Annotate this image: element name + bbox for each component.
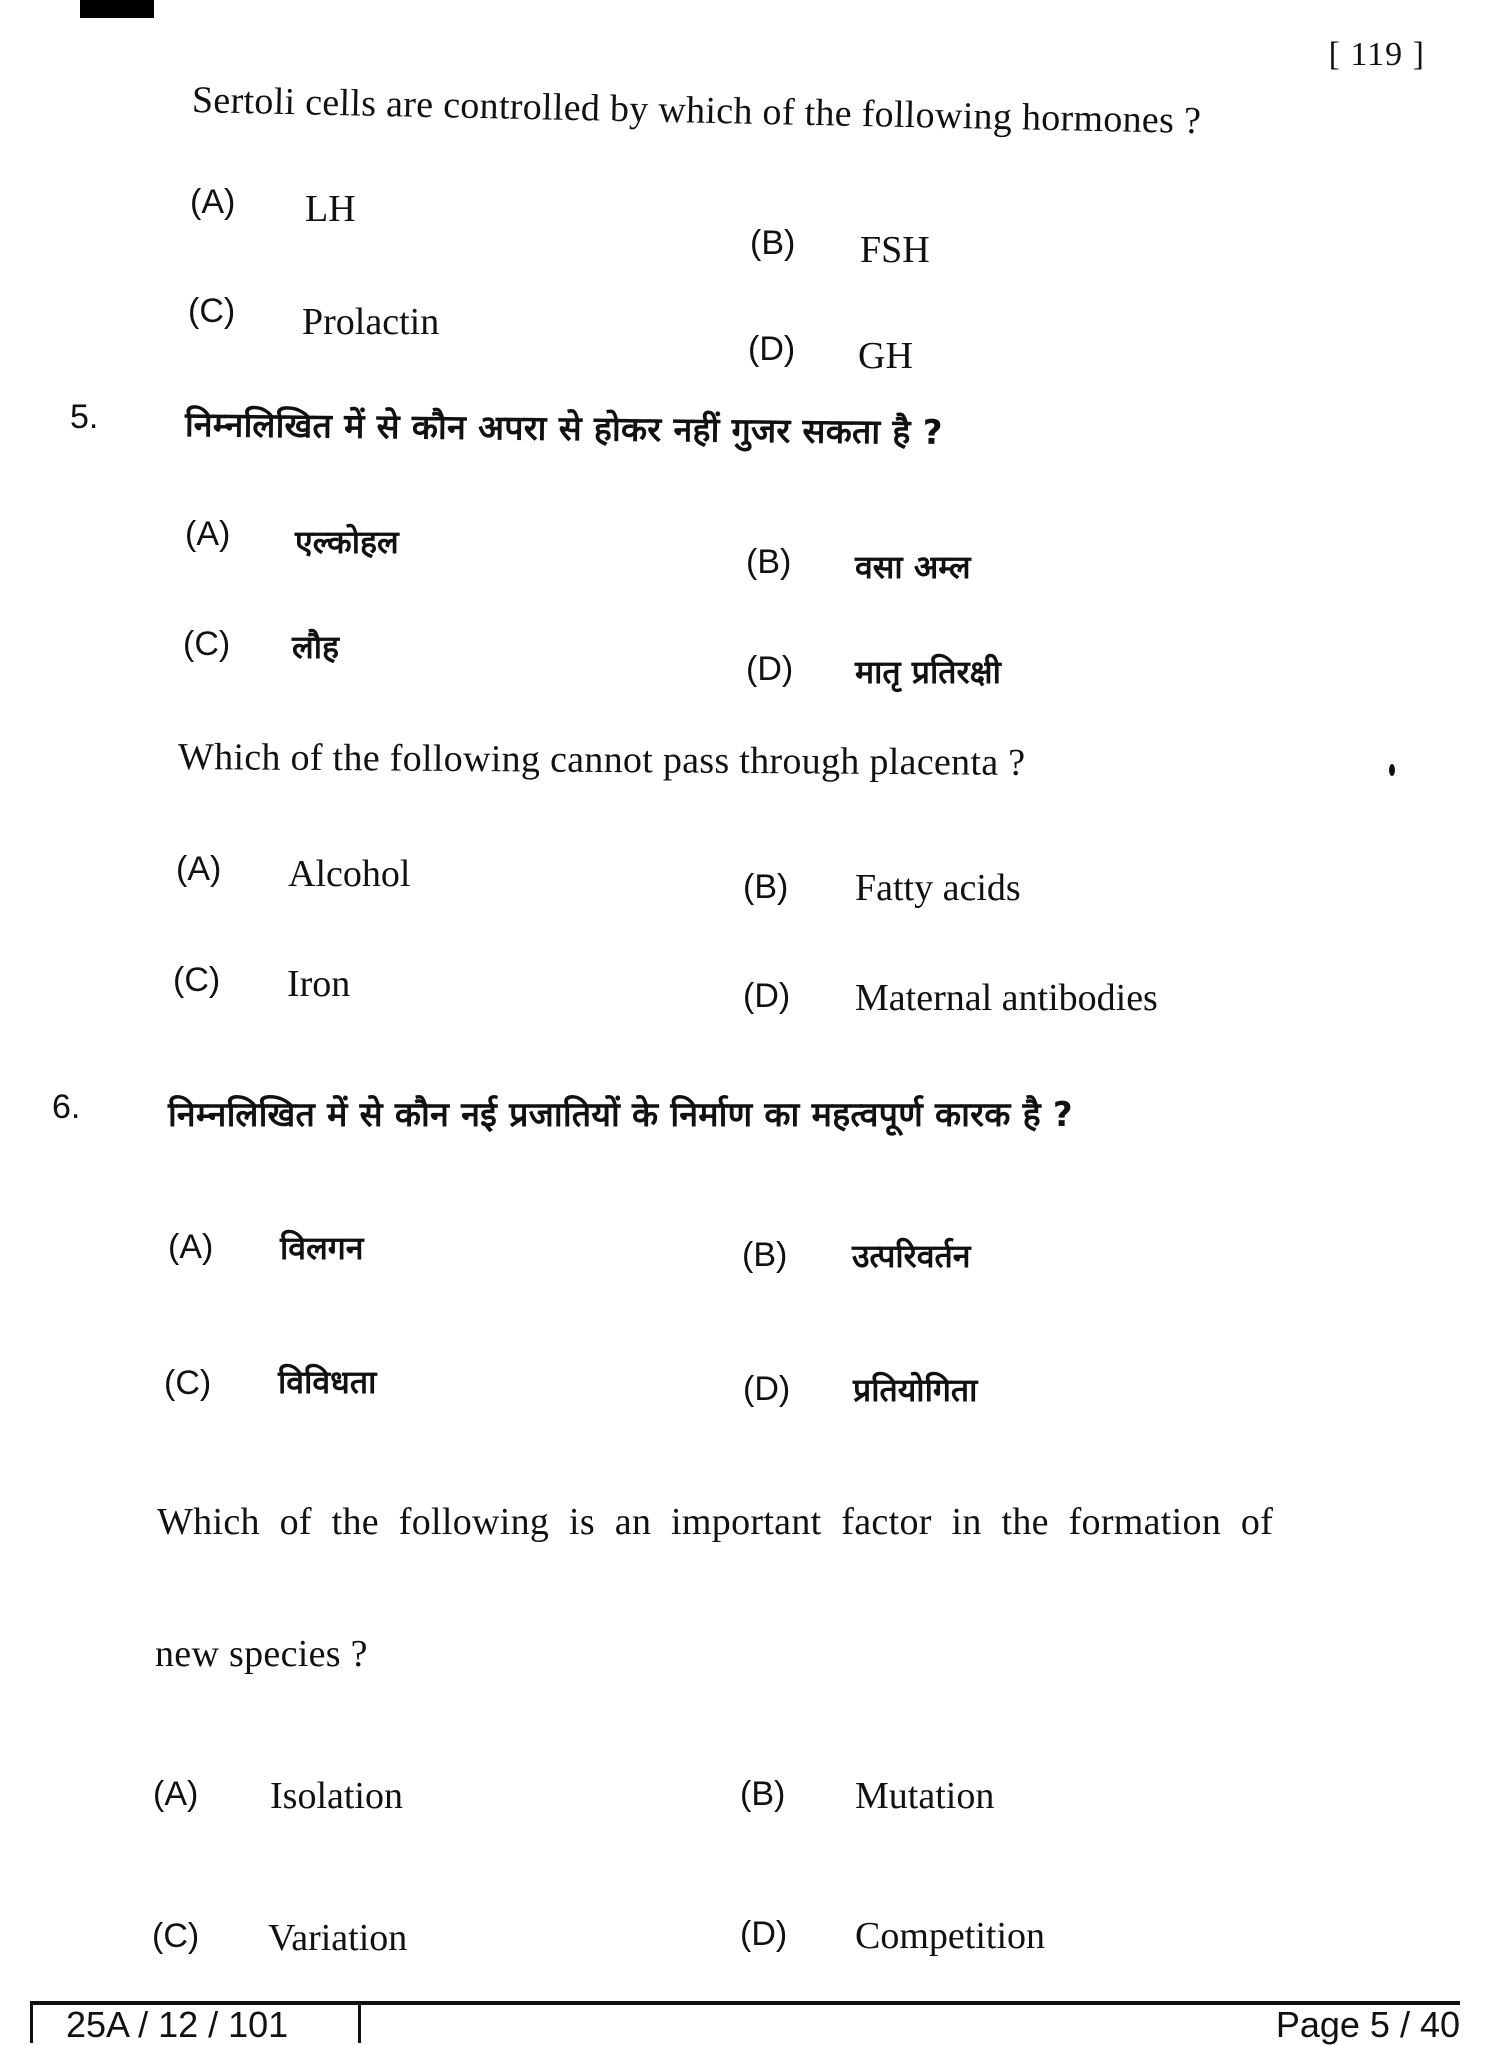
q5-en-option-d-label: (D) [743,977,791,1015]
question-5-text-hi: निम्नलिखित में से कौन अपरा से होकर नहीं गुजर सकता है ? [184,405,943,453]
page-code: [ 119 ] [1328,36,1425,73]
q6-en-option-b-label: (B) [740,1775,786,1813]
q5-en-option-b-text: Fatty acids [855,867,1021,909]
q5-hi-option-d-text: मातृ प्रतिरक्षी [855,653,1001,691]
q6-hi-option-c-text: विविधता [278,1363,377,1401]
q5-en-option-a-text: Alcohol [288,853,411,895]
q4-option-c-text: Prolactin [302,301,440,343]
booklet-code: 25A / 12 / 101 [66,2004,289,2045]
q6-en-option-d-text: Competition [855,1915,1045,1957]
q6-hi-option-d-text: प्रतियोगिता [853,1371,978,1409]
q5-en-option-d-text: Maternal antibodies [855,977,1158,1019]
q6-hi-option-a-text: विलगन [280,1229,364,1267]
q5-hi-option-d-label: (D) [746,650,794,688]
scan-speck [1389,764,1395,776]
q6-en-option-c-label: (C) [152,1917,200,1955]
q5-hi-option-b-text: वसा अम्ल [855,548,971,586]
q6-en-option-a-text: Isolation [270,1775,403,1817]
q5-hi-option-a-text: एल्कोहल [295,523,399,561]
question-5-text-en: Which of the following cannot pass through placenta ? [177,736,1026,784]
q4-option-a-label: (A) [190,183,236,221]
q6-en-option-d-label: (D) [740,1915,788,1953]
corner-marker [80,0,154,18]
question-6-text-en-line-2: new species ? [155,1633,368,1675]
q6-hi-option-c-label: (C) [164,1364,212,1402]
q4-option-c-label: (C) [188,292,236,330]
question-4-text-en: Sertoli cells are controlled by which of the following hormones ? [191,79,1202,143]
q6-en-option-a-label: (A) [153,1775,199,1813]
q5-en-option-b-label: (B) [743,868,789,906]
q6-hi-option-a-label: (A) [168,1228,214,1266]
question-6-text-hi: निम्नलिखित में से कौन नई प्रजातियों के निर्माण का महत्वपूर्ण कारक है ? [168,1095,1073,1135]
q6-en-option-c-text: Variation [268,1917,408,1959]
q4-option-d-text: GH [858,335,913,377]
q4-option-b-label: (B) [750,224,796,262]
page-indicator: Page 5 / 40 [1275,2004,1460,2045]
q5-hi-option-c-text: लौह [292,628,339,666]
q4-option-a-text: LH [305,188,356,230]
question-6-text-en-line-1: Which of the following is an important factor in the formation of [157,1501,1274,1543]
q4-option-b-text: FSH [860,229,930,271]
q6-hi-option-b-text: उत्परिवर्तन [852,1237,971,1275]
q5-en-option-c-label: (C) [173,961,221,999]
q6-hi-option-b-label: (B) [742,1236,788,1274]
q6-en-option-b-text: Mutation [855,1775,995,1817]
q5-en-option-c-text: Iron [287,963,351,1005]
q5-hi-option-c-label: (C) [183,625,231,663]
q6-hi-option-d-label: (D) [743,1370,791,1408]
q5-hi-option-a-label: (A) [185,515,231,553]
q4-option-d-label: (D) [748,330,796,368]
question-5-number: 5. [70,398,99,436]
q5-hi-option-b-label: (B) [746,543,792,581]
q5-en-option-a-label: (A) [176,850,222,888]
question-6-number: 6. [52,1088,81,1126]
